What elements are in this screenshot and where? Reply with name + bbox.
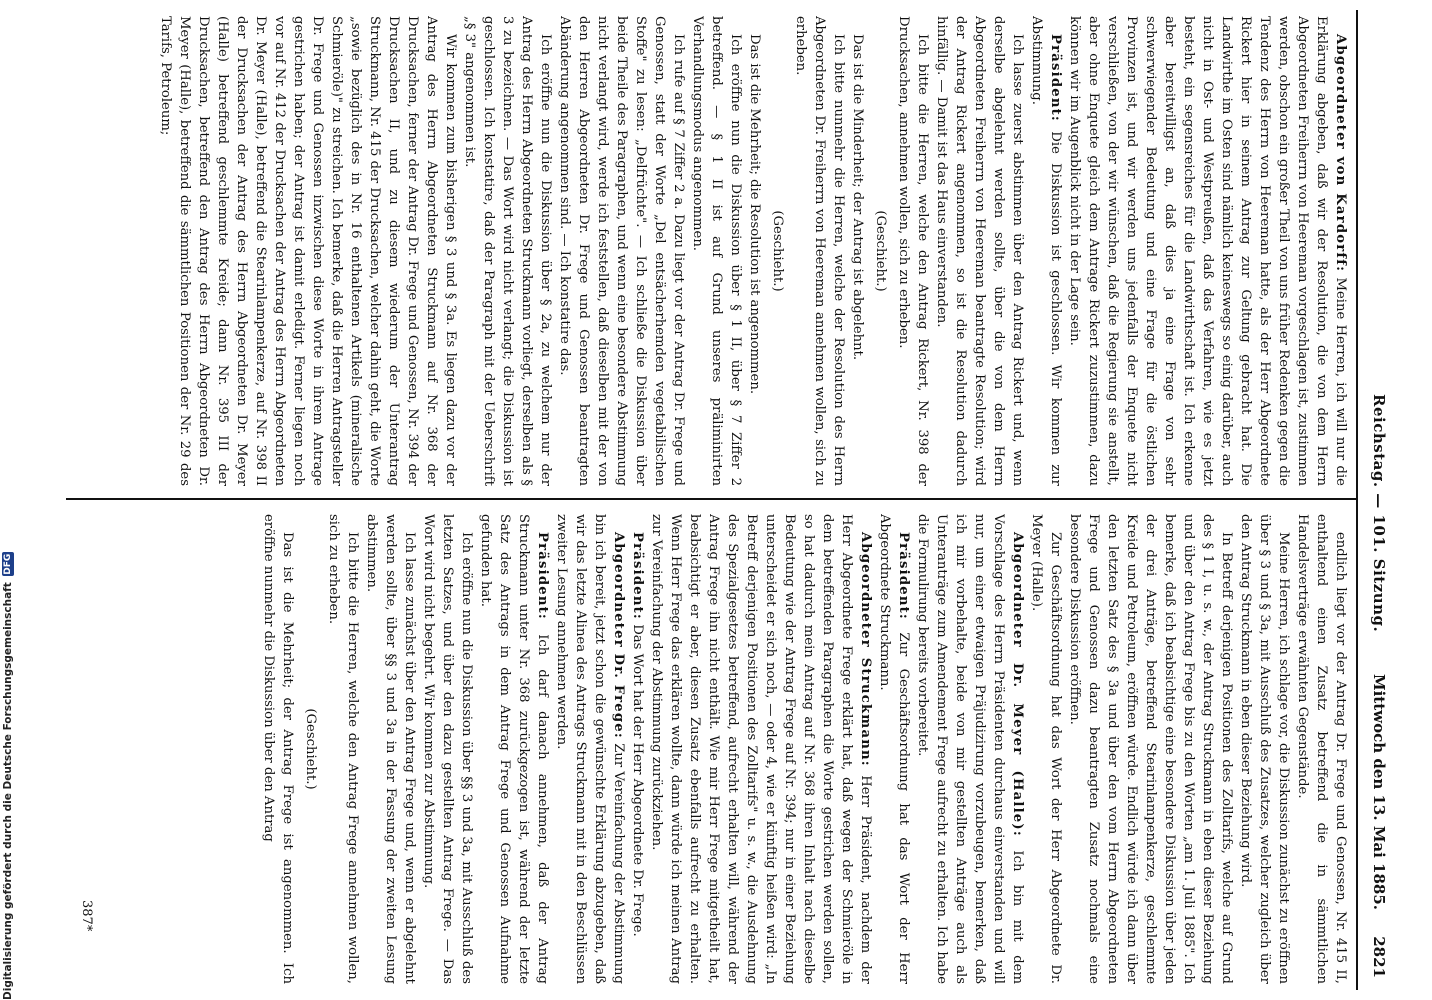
paragraph-text: Das Wort hat der Herr Abgeordnete Dr. Frege. bbox=[630, 624, 645, 937]
left-column-paragraph bbox=[460, 16, 555, 486]
left-column-paragraph bbox=[156, 16, 460, 486]
right-column-paragraph bbox=[552, 514, 628, 984]
paragraph-text: endlich liegt vor der Antrag Dr. Frege und Genossen, Nr. 415 II, enthaltend einen Zusatz betreffend die in sämmtlichen Handelsverträge erwähnten Gegenstände. bbox=[1295, 514, 1348, 984]
right-column-paragraph bbox=[913, 514, 1027, 984]
paragraph-text: Die Diskussion ist geschlossen. Wir kommen zur Abstimmung. bbox=[1029, 16, 1063, 486]
paragraph-text: Zur Vereinfachung der Abstimmung bin ich bereit, jetzt schon die gewünschte Erklärung abzugeben, daß wir das letzte Alinea des Antrags Struckmann mit in den Beschlüssen zweiter Lesung annehmen werden. bbox=[554, 514, 626, 984]
left-column-paragraph bbox=[932, 16, 1027, 486]
speaker-label: Präsident: bbox=[630, 532, 645, 621]
left-column-paragraph bbox=[768, 16, 787, 486]
paragraph-text: Ich bitte die Herren, welche den Antrag Rickert, Nr. 398 der Drucksachen, annehmen wollen, sich zu erheben. bbox=[896, 16, 930, 486]
paragraph-text: Herr Präsident, nachdem der Herr Abgeordnete Frege erklärt hat, daß wegen der Schmieröle in dem betreffenden Paragraphen die Worte gestrichen werden sollen, so hat dadurch mein Antrag auf Nr. 368 ihren Inhalt nach dieselbe Bedeutung wie der Antrag Frege auf Nr. 394; nur in einer Beziehung unterscheidet er sich noch, — oder 4, wie er künftig heißen wird: „In Betreff derjenigen Positionen des Zolltarifs" u. s. w., die Ausdehnung des Spezialgesetzes betreffend, aufrecht erhalten will, während der Antrag Frege ihn nicht enthält. Wie mir Herr Frege mitgetheilt hat, beabsichtigt er aber, diesen Zusatz ebenfalls aufrecht zu erhalten. Wenn Herr Frege das erklären wollte, dann würde ich meinen Antrag zur Vereinfachung der Abstimmung zurückziehen. bbox=[649, 514, 873, 984]
page-header bbox=[1360, 14, 1394, 986]
dfg-logo: DFG bbox=[3, 553, 13, 575]
speaker-label: Abgeordneter von Kardorff: bbox=[1333, 34, 1348, 273]
right-column-paragraph bbox=[476, 514, 552, 984]
paragraph-text: Ich bin mit dem Vorschlage des Herrn Präsidenten durchaus einverstanden und will nur, um einer etwaigen Präjudizirung vorzubeugen, bemerken, daß ich mir vorbehalte, beide von mir gestellten Anträge auch als Unteranträge zum Amendement Frege aufrecht zu erhalten. Ich habe die Formulirung bereits vorbereitet. bbox=[915, 514, 1025, 984]
left-column-paragraph bbox=[848, 16, 867, 486]
speaker-label: Präsident: bbox=[896, 532, 911, 621]
header-sitting-title: Reichstag. — 101. Sitzung. bbox=[1370, 394, 1388, 633]
paragraph-text: Zur Geschäftsordnung hat das Wort der Herr Abgeordnete Struckmann. bbox=[877, 514, 911, 984]
right-column-paragraph bbox=[875, 514, 913, 984]
left-column bbox=[60, 16, 1350, 486]
paragraph-text: In Betreff derjenigen Positionen des Zolltarifs, welche auf Grund des § 1 I, u. s. w., der Antrag Struckmann in eben dieser Beziehung und über den Antrag Frege bis zu den Worten „am 1. Juli 1885". Ich bemerke, daß ich beabsichtige eine besondere Diskussion über jeden der drei Anträge, betreffend Stearinlampenkerze, geschlemmte Kreide und Petroleum, eröffnen würde. Endlich würde ich dann über den letzten Satz des § 3a und über den vom Herrn Abgeordneten Frege und Genossen dazu beantragten Zusatz nochmals eine besondere Diskussion eröffnen. bbox=[1067, 514, 1234, 984]
right-column-paragraph bbox=[1065, 514, 1236, 984]
paragraph-text: Ich lasse zunächst über den Antrag Frege und, wenn er abgelehnt werden sollte, über §§ 3 und 3a in der Fassung der zweiten Lesung abstimmen. bbox=[364, 514, 417, 984]
right-column-paragraph bbox=[362, 514, 419, 984]
left-column-paragraph bbox=[688, 16, 745, 486]
paragraph-text: Ich lasse zuerst abstimmen über den Antrag Rickert und, wenn derselbe abgelehnt werden sollte, über die von dem Herrn Abgeordneten Freiherrn von Heereman beantragte Resolution; wird der Antrag Rickert angenommen, so ist die Resolution dadurch hinfällig. — Damit ist das Haus einverstanden. bbox=[934, 16, 1025, 486]
right-column bbox=[60, 514, 1350, 984]
paragraph-text: Meine Herren, ich schlage vor, die Diskussion zunächst zu eröffnen über § 3 und § 3a, mit Ausschluß des Zusatzes, welcher zugleich über den Antrag Struckmann in eben dieser Beziehung wird. bbox=[1238, 514, 1291, 984]
paragraph-text: (Geschieht.) bbox=[873, 210, 888, 292]
paragraph-text: Ich eröffne nun die Diskussion über § 1 II, über § 7 Ziffer 2 betreffend. — § 1 II ist auf Grund unseres präliminirten Verhandlungsmodus angenommen. bbox=[690, 16, 743, 486]
left-column-paragraph bbox=[894, 16, 932, 486]
left-column-paragraph bbox=[871, 16, 890, 486]
digitization-credit bbox=[2, 553, 18, 1000]
paragraph-text: (Geschieht.) bbox=[770, 210, 785, 292]
speaker-label: Präsident: bbox=[535, 532, 550, 621]
left-column-paragraph bbox=[1027, 16, 1065, 486]
right-column-paragraph bbox=[647, 514, 875, 984]
right-column-paragraph bbox=[301, 514, 320, 984]
right-column-paragraph bbox=[419, 514, 476, 984]
credit-text: Digitalisierung gefördert durch die Deutsche Forschungsgemeinschaft bbox=[2, 582, 14, 1000]
left-column-paragraph bbox=[555, 16, 688, 486]
column-divider bbox=[66, 498, 1356, 500]
speaker-label: Abgeordneter Struckmann: bbox=[858, 532, 873, 767]
speaker-label: Abgeordneter Dr. Frege: bbox=[611, 532, 626, 739]
header-date: Mittwoch den 13. Mai 1885. bbox=[1370, 674, 1388, 911]
paragraph-text: Meine Herren, ich will nur die Erklärung abgeben, daß wir der Resolution, die von dem Herrn Abgeordneten Freiherrn von Heereman vorgeschlagen ist, zustimmen werden, obschon ein großer Theil von uns früher Redenken gegen die Tendenz des Herrn von Heereman hatte, als der Herr Abgeordnete Rickert hier in seinem Antrag zur Geltung gebracht hat. Die Landwirthe im Osten sind nämlich keineswegs so einig darüber, auch nicht in Ost- und Westpreußen, daß das Verfahren, wie es jetzt besteht, ein segensreiches für die Landwirthschaft ist. Ich erkenne aber bereitwilligst an, daß dies ja eine Frage von sehr schwerwiegender Bedeutung und eine Frage für die östlichen Provinzen ist, und wir werden uns jedenfalls der Enquete nicht verschließen, von der wir wünschen, daß die Regierung sie anstellt, aber ohne Enquete gleich dem Antrage Rickert zuzustimmen, dazu können wir im Augenblick nicht in der Lage sein. bbox=[1067, 16, 1348, 486]
sheet-signature: 387* bbox=[79, 900, 94, 932]
paragraph-text: Ich eröffne nun die Diskussion über §§ 3 und 3a, mit Ausschluß des letzten Satzes, und über den dazu gestellten Antrag Frege. — Das Wort wird nicht begehrt. Wir kommen zur Abstimmung. bbox=[421, 514, 474, 984]
paragraph-text: Zur Geschäftsordnung hat das Wort der Herr Abgeordnete Dr. Meyer (Halle). bbox=[1029, 514, 1063, 984]
paragraph-text: Ich darf danach annehmen, daß der Antrag Struckmann unter Nr. 368 zurückgezogen ist, während der letzte Satz des Antrags in dem Antrag Frege und Genossen Aufnahme gefunden hat. bbox=[478, 514, 550, 984]
header-rule bbox=[1356, 10, 1358, 990]
paragraph-text: Das ist die Minderheit; der Antrag ist abgelehnt. bbox=[850, 34, 865, 361]
right-column-paragraph bbox=[1236, 514, 1293, 984]
right-column-paragraph bbox=[259, 514, 297, 984]
right-column-paragraph bbox=[1027, 514, 1065, 984]
right-column-paragraph bbox=[1293, 514, 1350, 984]
paragraph-text: Das ist die Mehrheit; die Resolution ist angenommen. bbox=[747, 34, 762, 395]
right-column-paragraph bbox=[324, 514, 362, 984]
paragraph-text: Wir kommen zum bisherigen § 3 und § 3a. Es liegen dazu vor der Antrag des Herrn Abgeordneten Struckmann auf Nr. 368 der Drucksachen, ferner der Antrag Dr. Frege und Genossen, Nr. 394 der Drucksachen II, und zu diesem wiederum der Unterantrag Struckmann, Nr. 415 der Drucksachen, welcher dahin geht, die Worte „sowie bezüglich des in Nr. 16 enthaltenen Artikels (mineralische Schmieröle)" zu streichen. Ich bemerke, daß die Herren Antragsteller Dr. Frege und Genossen inzwischen diese Worte in ihrem Antrage gestrichen haben; der Antrag ist damit erledigt. Ferner liegen noch vor auf Nr. 412 der Drucksachen der Antrag des Herrn Abgeordneten Dr. Meyer (Halle), betreffend die Stearinlampenkerze, auf Nr. 398 II der Drucksachen der Antrag des Herrn Abgeordneten Dr. Meyer (Halle) betreffend geschlemmte Kreide; dann Nr. 395 III der Drucksachen, betreffend den Antrag des Herrn Abgeordneten Dr. Meyer (Halle), betreffend die sämmtlichen Positionen der Nr. 29 des Tarifs, Petroleum; bbox=[158, 16, 458, 486]
paragraph-text: Ich bitte die Herren, welche den Antrag Frege annehmen wollen, sich zu erheben. bbox=[326, 514, 360, 984]
paragraph-text: Ich rufe auf § 7 Ziffer 2 a. Dazu liegt vor der Antrag Dr. Frege und Genossen, statt der Worte „Del entsächerhemden vegetabilischen Stoffe" zu lesen: „Delfrüchte". — Ich schließe die Diskussion über beide Theile des Paragraphen, und wenn eine besondere Abstimmung nicht verlangt wird, werde ich feststellen, daß dieselben mit der von den Herren Abgeordneten Dr. Frege und Genossen beantragten Abänderung angenommen sind. — Ich konstatire das. bbox=[557, 16, 686, 486]
header-page-number: 2821 bbox=[1370, 936, 1388, 978]
speaker-label: Abgeordneter Dr. Meyer (Halle): bbox=[1010, 532, 1025, 837]
paragraph-text: Ich bitte nunmehr die Herren, welche der Resolution des Herrn Abgeordneten Dr. Freiherrn von Heereman annehmen wollen, sich zu erheben. bbox=[793, 16, 846, 486]
paragraph-text: Ich eröffne nun die Diskussion über § 2a, zu welchem nur der Antrag des Herrn Abgeordneten Struckmann vorliegt, derselben als § 3 zu bezeichnen. — Das Wort wird nicht verlangt; die Diskussion ist geschlossen. Ich konstatire, daß der Paragraph mit der Ueberschrift „§ 3" angenommen ist. bbox=[462, 16, 553, 486]
right-column-paragraph bbox=[628, 514, 647, 984]
paragraph-text: Das ist die Mehrheit; der Antrag Frege ist angenommen. Ich eröffne nunmehr die Diskussion über den Antrag bbox=[261, 514, 295, 984]
left-column-paragraph bbox=[1065, 16, 1350, 486]
paragraph-text: (Geschieht.) bbox=[303, 708, 318, 790]
speaker-label: Präsident: bbox=[1048, 34, 1063, 123]
left-column-paragraph bbox=[745, 16, 764, 486]
left-column-paragraph bbox=[791, 16, 848, 486]
rotated-document bbox=[40, 0, 1400, 1000]
